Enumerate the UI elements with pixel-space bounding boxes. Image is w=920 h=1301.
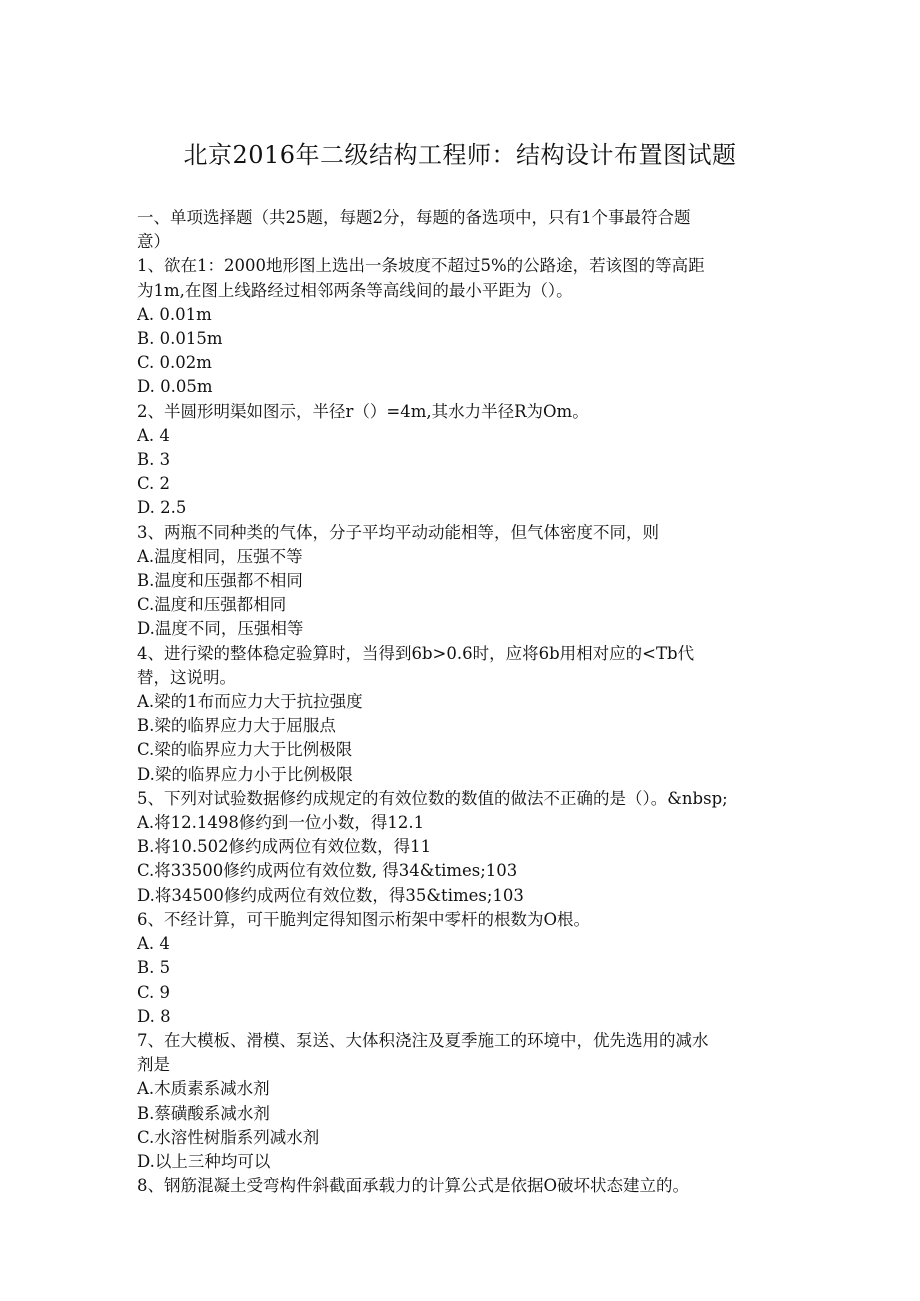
question-3-option-b: B.温度和压强都不相同 [137, 571, 303, 591]
question-7-option-c: C.水溶性树脂系列减水剂 [137, 1127, 320, 1147]
question-1-option-a: A. 0.01m [137, 304, 212, 324]
question-7-option-b: B.蔡磺酸系减水剂 [137, 1103, 270, 1123]
question-7-stem-cont: 剂是 [137, 1055, 170, 1075]
question-8-stem: 8、钢筋混凝土受弯构件斜截面承载力的计算公式是依据O破坏状态建立的。 [137, 1176, 690, 1196]
question-7-option-a: A.木质素系减水剂 [137, 1079, 270, 1099]
question-3-stem: 3、两瓶不同种类的气体，分子平均平动动能相等，但气体密度不同，则 [137, 522, 659, 542]
question-5-stem: 5、下列对试验数据修约成规定的有效位数的数值的做法不正确的是（）。&nbsp; [137, 788, 728, 808]
question-6-option-d: D. 8 [137, 1006, 171, 1026]
question-4-option-b: B.梁的临界应力大于屈服点 [137, 716, 336, 736]
question-1-stem: 1、欲在1：2000地形图上选出一条坡度不超过5%的公路途，若该图的等高距 [137, 256, 705, 276]
exam-content [137, 206, 787, 1198]
question-2-option-a: A. 4 [137, 425, 170, 445]
question-2-option-d: D. 2.5 [137, 498, 187, 518]
question-6-option-b: B. 5 [137, 958, 171, 978]
question-1-option-d: D. 0.05m [137, 377, 213, 397]
page-title: 北京2016年二级结构工程师：结构设计布置图试题 [183, 141, 737, 169]
question-1-option-b: B. 0.015m [137, 329, 223, 349]
question-3-option-c: C.温度和压强都相同 [137, 595, 287, 615]
section-heading: 一、单项选择题（共25题，每题2分，每题的备选项中，只有1个事最符合题 [137, 208, 691, 227]
question-2-stem: 2、半圆形明渠如图示，半径r（）=4m,其水力半径R为Om。 [137, 401, 589, 421]
question-6-option-c: C. 9 [137, 982, 171, 1002]
question-3-option-a: A.温度相同，压强不等 [137, 546, 303, 566]
question-7-option-d: D.以上三种均可以 [137, 1151, 271, 1171]
section-heading-cont: 意） [137, 232, 170, 252]
question-5-option-d: D.将34500修约成两位有效位数，得35&times;103 [137, 885, 524, 905]
question-3-option-d: D.温度不同，压强相等 [137, 619, 304, 639]
question-1-stem-cont: 为1m,在图上线路经过相邻两条等高线间的最小平距为（）。 [137, 280, 573, 300]
question-6-stem: 6、不经计算，可干脆判定得知图示桁架中零杆的根数为O根。 [137, 909, 591, 929]
question-4-stem-cont: 替，这说明。 [137, 667, 236, 687]
question-2-option-c: C. 2 [137, 474, 171, 494]
question-6-option-a: A. 4 [137, 934, 170, 954]
question-5-option-c: C.将33500修约成两位有效位数, 得34&times;103 [137, 861, 518, 881]
question-7-stem: 7、在大模板、滑模、泵送、大体积浇注及夏季施工的环境中，优先选用的减水 [137, 1030, 709, 1050]
question-1-option-c: C. 0.02m [137, 353, 212, 373]
question-5-option-a: A.将12.1498修约到一位小数，得12.1 [137, 813, 425, 833]
question-4-stem: 4、进行梁的整体稳定验算时，当得到6b>0.6时，应将6b用相对应的<Tb代 [137, 643, 695, 663]
question-4-option-a: A.梁的1布而应力大于抗拉强度 [137, 692, 363, 712]
question-5-option-b: B.将10.502修约成两位有效位数，得11 [137, 837, 432, 857]
question-4-option-c: C.梁的临界应力大于比例极限 [137, 740, 353, 760]
question-4-option-d: D.梁的临界应力小于比例极限 [137, 764, 353, 784]
question-2-option-b: B. 3 [137, 450, 171, 470]
